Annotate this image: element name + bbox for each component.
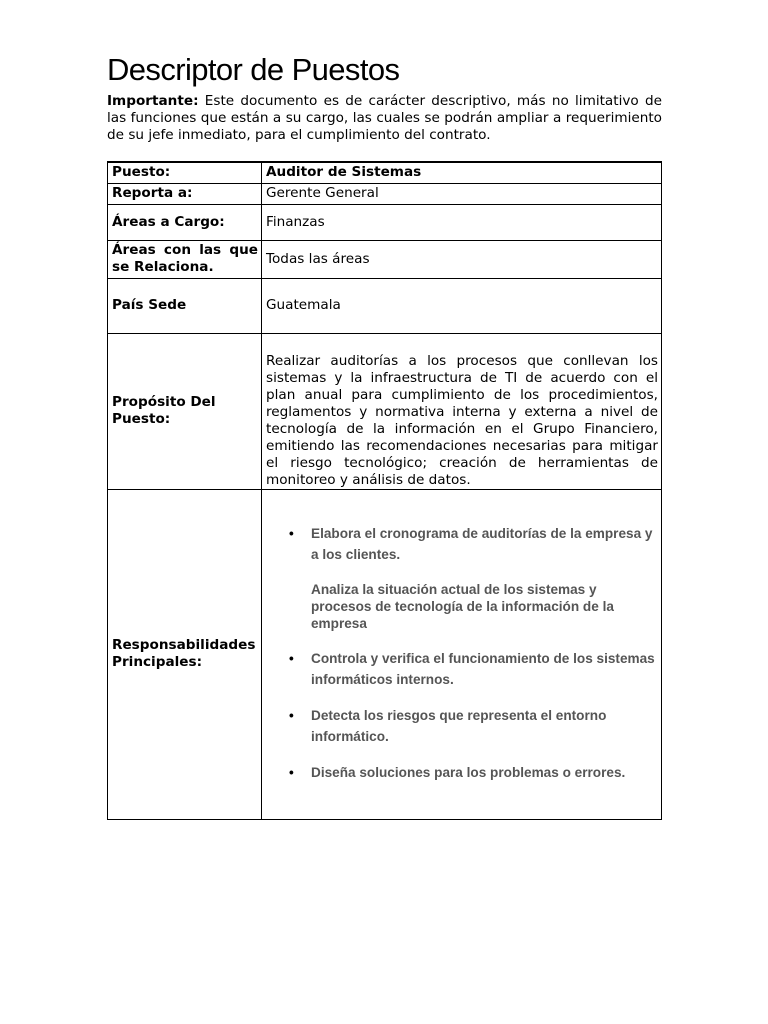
bullet-icon: • bbox=[289, 650, 294, 666]
notice-text: Este documento es de carácter descriptivo, más no limitativo de las funciones que están a su cargo, las cuales se podrán ampliar a requerimiento de su jefe inmediato, para el cumplimiento del contrato. bbox=[107, 93, 662, 143]
responsibility-text: Detecta los riesgos que representa el entorno informático. bbox=[311, 707, 607, 744]
bullet-icon: • bbox=[289, 764, 294, 780]
label-reporta: Reporta a: bbox=[108, 183, 262, 204]
value-areas-relaciona: Todas las áreas bbox=[262, 240, 662, 278]
responsibility-text: Analiza la situación actual de los sistemas y procesos de tecnología de la información de la empresa bbox=[311, 581, 614, 631]
table-row-proposito bbox=[108, 333, 662, 489]
responsibility-text: Elabora el cronograma de auditorías de la empresa y a los clientes. bbox=[311, 525, 653, 562]
table-row-areas-relaciona bbox=[108, 240, 662, 278]
bullet-icon: • bbox=[289, 707, 294, 723]
document-page bbox=[107, 48, 662, 780]
label-areas-relaciona: Áreas con las que se Relaciona. bbox=[108, 240, 262, 278]
table-row-pais bbox=[108, 278, 662, 333]
table-row-areas-cargo bbox=[108, 204, 662, 240]
value-areas-cargo: Finanzas bbox=[262, 204, 662, 240]
table-row-puesto bbox=[108, 162, 662, 183]
notice-label: Importante: bbox=[107, 93, 199, 109]
label-proposito: Propósito Del Puesto: bbox=[108, 333, 262, 489]
bullet-icon: • bbox=[289, 525, 294, 541]
value-puesto: Auditor de Sistemas bbox=[262, 162, 662, 183]
label-areas-cargo: Áreas a Cargo: bbox=[108, 204, 262, 240]
label-puesto: Puesto: bbox=[108, 162, 262, 183]
notice-paragraph bbox=[107, 93, 662, 144]
list-item bbox=[266, 523, 658, 565]
label-responsabilidades: Responsabilidades Principales: bbox=[108, 489, 262, 819]
value-reporta: Gerente General bbox=[262, 183, 662, 204]
document-title: Descriptor de Puestos bbox=[107, 52, 400, 87]
responsibility-text: Diseña soluciones para los problemas o errores. bbox=[311, 764, 626, 780]
label-pais: País Sede bbox=[108, 278, 262, 333]
value-proposito: Realizar auditorías a los procesos que conllevan los sistemas y la infraestructura de TI de acuerdo con el plan anual para cumplimiento de los procedimientos, reglamentos y normativa interna y externa a nivel de tecnología de la información en el Grupo Financiero, emitiendo las recomendaciones necesarias para mitigar el riesgo tecnológico; creación de herramientas de monitoreo y análisis de datos. bbox=[262, 333, 662, 489]
responsibilities-list bbox=[266, 523, 658, 783]
list-item bbox=[266, 581, 658, 632]
table-row-responsabilidades bbox=[108, 489, 662, 819]
list-item bbox=[266, 762, 658, 783]
table-row-reporta bbox=[108, 183, 662, 204]
job-description-table bbox=[107, 161, 662, 820]
value-pais: Guatemala bbox=[262, 278, 662, 333]
list-item bbox=[266, 705, 658, 747]
value-responsabilidades bbox=[262, 489, 662, 819]
responsibility-text: Controla y verifica el funcionamiento de los sistemas informáticos internos. bbox=[311, 650, 655, 687]
list-item bbox=[266, 648, 658, 690]
